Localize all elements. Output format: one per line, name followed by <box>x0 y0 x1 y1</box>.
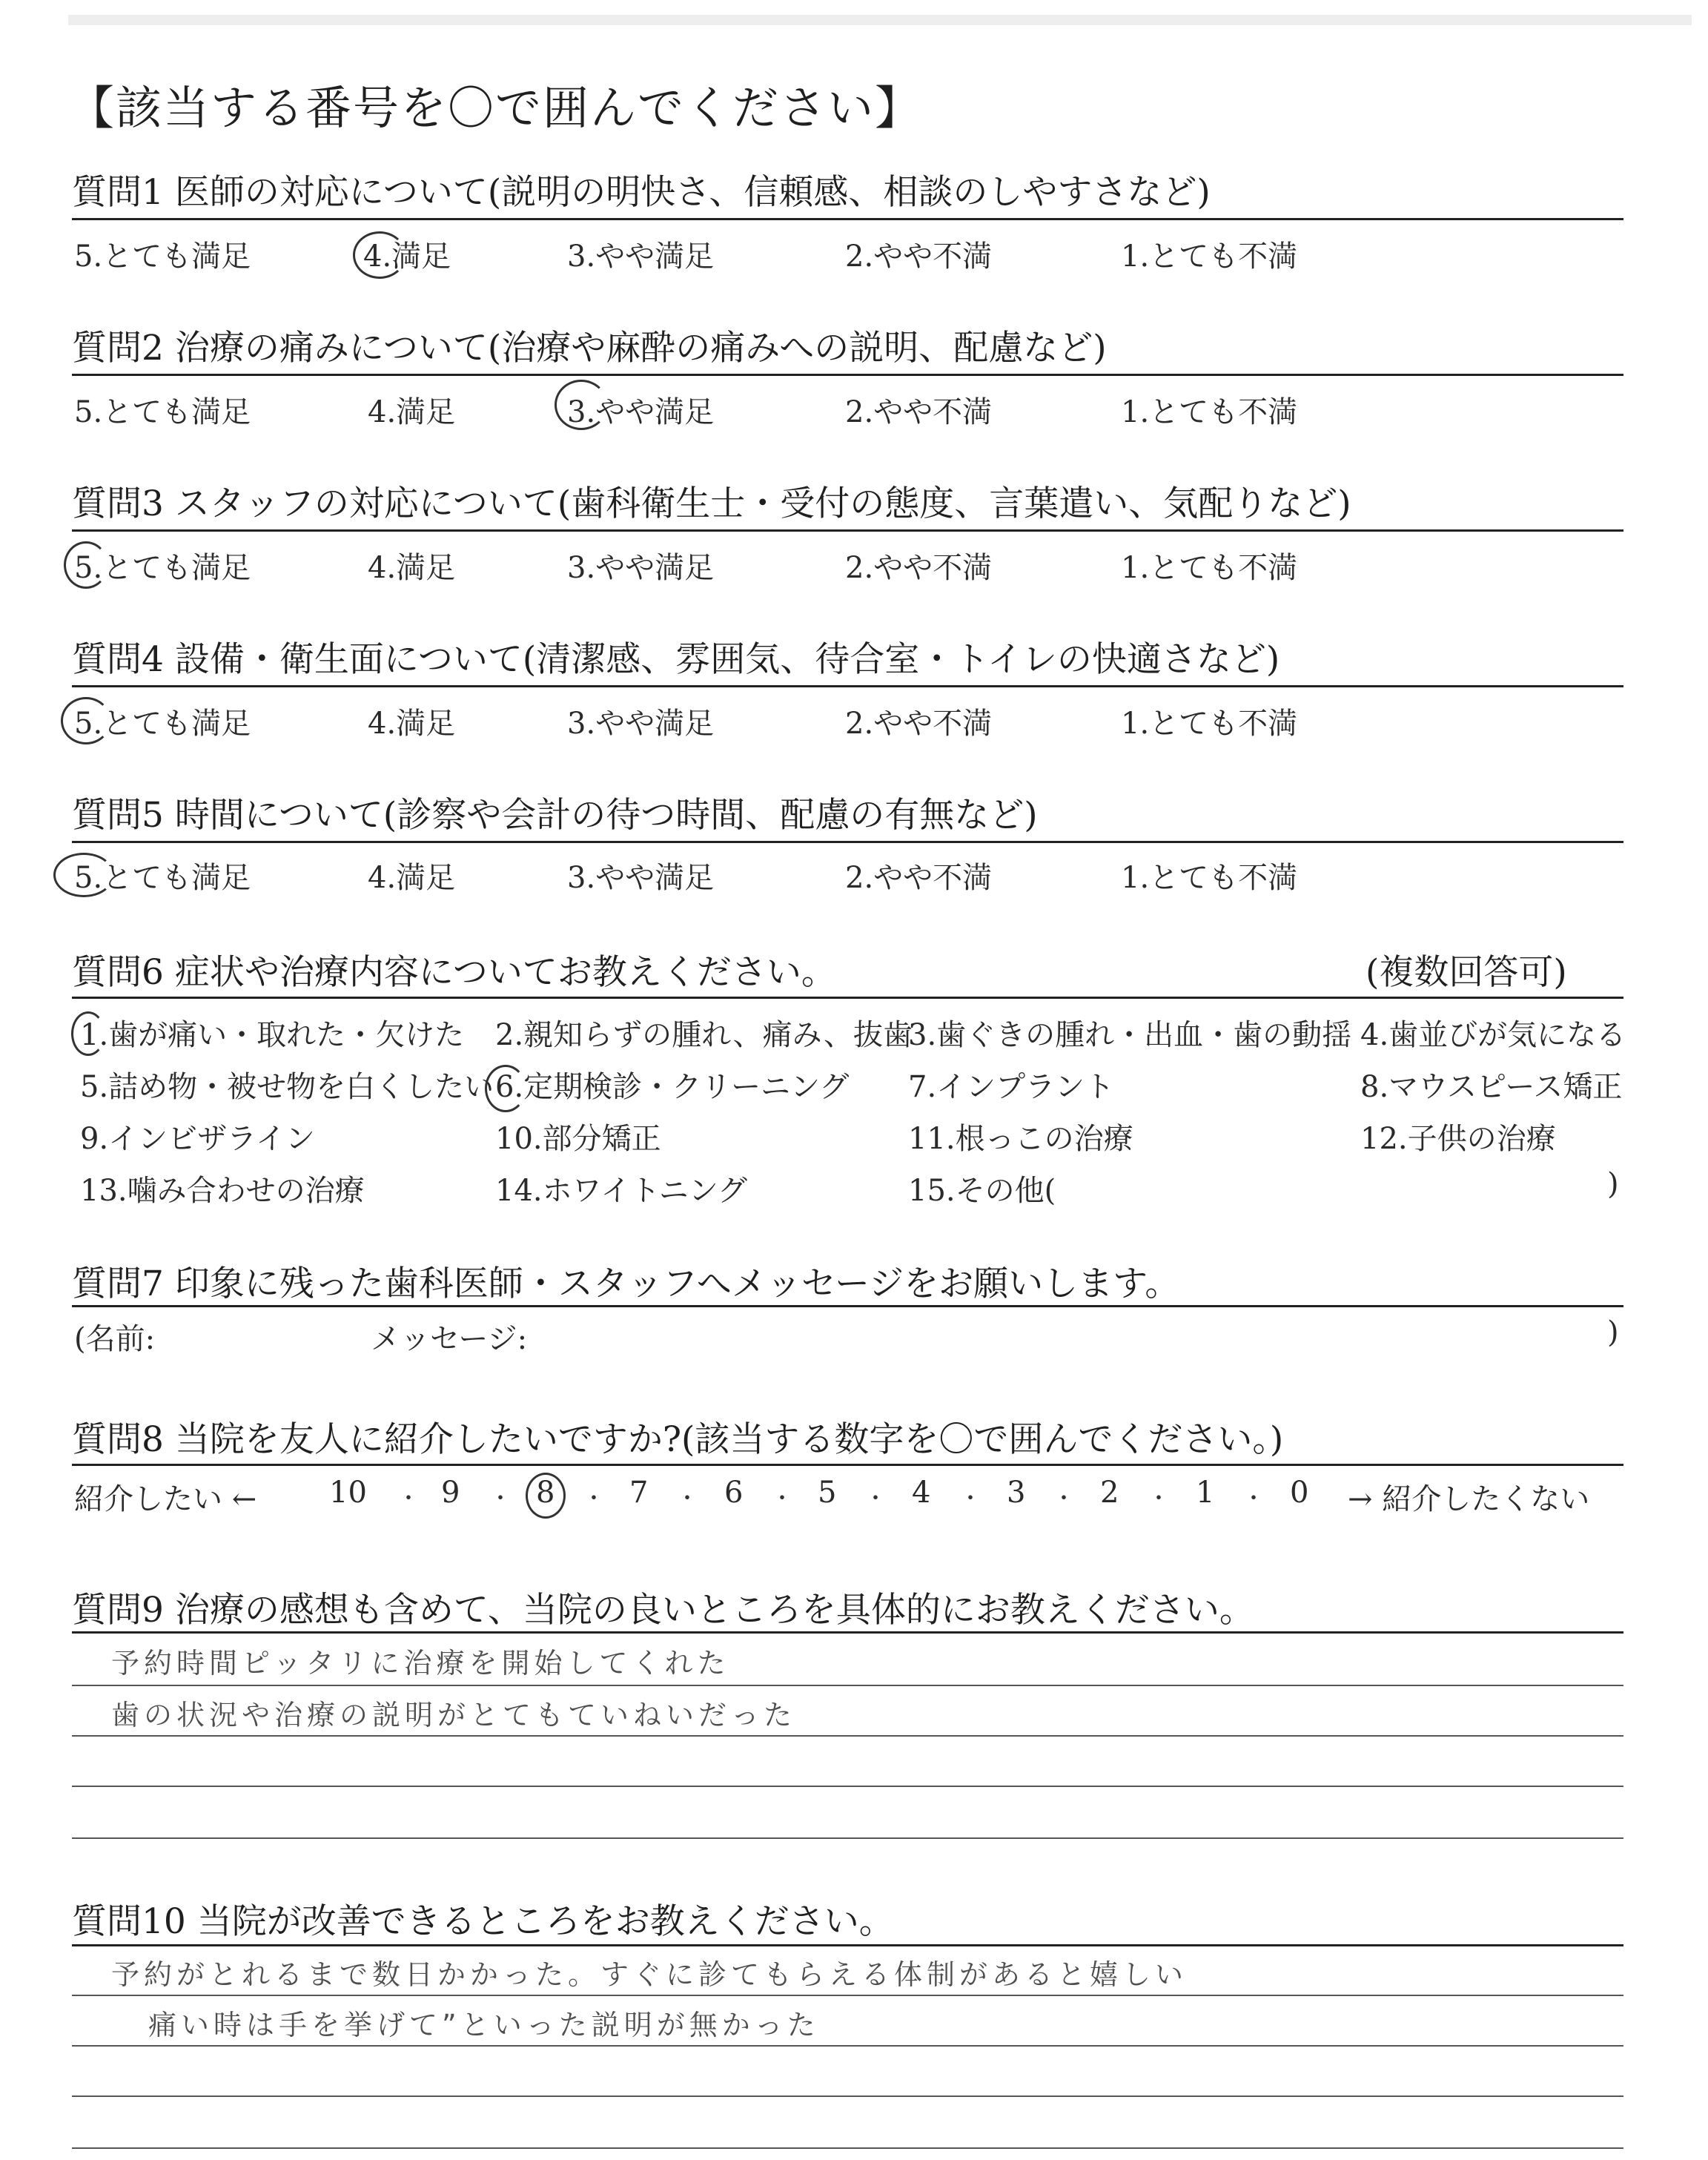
q8-dot: ・ <box>1053 1486 1075 1512</box>
q8-dot: ・ <box>489 1486 512 1512</box>
q2-selection-circle <box>555 380 608 430</box>
q3-option-4[interactable]: 4.満足 <box>368 551 456 585</box>
q8-dot: ・ <box>1148 1486 1170 1512</box>
q6-option-11[interactable]: 11.根っこの治療 <box>908 1122 1133 1156</box>
q8-dot: ・ <box>959 1486 982 1512</box>
q10-answer-line <box>72 2095 1623 2097</box>
question-6-rule <box>72 997 1623 999</box>
q3-option-1[interactable]: 1.とても不満 <box>1121 551 1298 585</box>
q6-option-8[interactable]: 8.マウスピース矯正 <box>1360 1070 1623 1104</box>
q8-dot: ・ <box>864 1486 887 1512</box>
question-10-rule <box>72 1944 1623 1946</box>
q4-option-2[interactable]: 2.やや不満 <box>845 707 993 741</box>
q6-option-4[interactable]: 4.歯並びが気になる <box>1360 1018 1626 1052</box>
q6-option-13[interactable]: 13.噛み合わせの治療 <box>80 1174 365 1208</box>
q6-option-7[interactable]: 7.インプラント <box>908 1070 1115 1104</box>
q5-option-4[interactable]: 4.満足 <box>368 861 456 895</box>
question-5-rule <box>72 841 1623 843</box>
q1-option-3[interactable]: 3.やや満足 <box>567 240 715 274</box>
question-9-rule <box>72 1631 1623 1634</box>
q8-selection-circle <box>526 1473 566 1519</box>
q4-option-4[interactable]: 4.満足 <box>368 707 456 741</box>
q7-close-paren: ) <box>1607 1315 1619 1350</box>
q6-option-5[interactable]: 5.詰め物・被せ物を白くしたい <box>80 1070 494 1104</box>
q10-answer-line <box>72 2045 1623 2047</box>
q6-option-9[interactable]: 9.インビザライン <box>80 1122 315 1156</box>
q8-dot: ・ <box>1242 1486 1265 1512</box>
q6-other-close-paren: ) <box>1607 1167 1619 1201</box>
q3-option-3[interactable]: 3.やや満足 <box>567 551 715 585</box>
q8-option-10[interactable]: 10 <box>329 1476 367 1510</box>
q8-option-7[interactable]: 7 <box>629 1476 649 1510</box>
q1-option-4[interactable]: 4.満足 <box>363 240 451 274</box>
question-1-title: 質問1 医師の対応について(説明の明快さ、信頼感、相談のしやすさなど) <box>72 172 1211 213</box>
q2-option-3[interactable]: 3.やや満足 <box>567 395 715 429</box>
q2-option-2[interactable]: 2.やや不満 <box>845 395 993 429</box>
q10-answer-line <box>72 2147 1623 2149</box>
q6-option-6[interactable]: 6.定期検診・クリーニング <box>495 1070 850 1104</box>
q10-answer-line <box>72 1995 1623 1996</box>
question-7-title: 質問7 印象に残った歯科医師・スタッフへメッセージをお願いします。 <box>72 1264 1180 1304</box>
q5-selection-circle <box>53 853 114 897</box>
question-8-title: 質問8 当院を友人に紹介したいですか?(該当する数字を〇で囲んでください。) <box>72 1419 1284 1460</box>
q8-option-1[interactable]: 1 <box>1196 1476 1215 1510</box>
q8-option-8[interactable]: 8 <box>536 1476 555 1510</box>
q8-option-6[interactable]: 6 <box>724 1476 744 1510</box>
question-3-rule <box>72 529 1623 532</box>
q5-option-3[interactable]: 3.やや満足 <box>567 861 715 895</box>
question-8-rule <box>72 1464 1623 1466</box>
q8-option-4[interactable]: 4 <box>912 1476 931 1510</box>
q8-option-2[interactable]: 2 <box>1100 1476 1119 1510</box>
q8-option-3[interactable]: 3 <box>1007 1476 1026 1510</box>
q4-option-3[interactable]: 3.やや満足 <box>567 707 715 741</box>
question-4-rule <box>72 685 1623 687</box>
q8-option-9[interactable]: 9 <box>441 1476 460 1510</box>
q5-option-1[interactable]: 1.とても不満 <box>1121 861 1298 895</box>
q8-dot: ・ <box>676 1486 698 1512</box>
q2-option-1[interactable]: 1.とても不満 <box>1121 395 1298 429</box>
q9-handwritten-answer-1: 予約時間ピッタリに治療を開始してくれた <box>111 1647 730 1680</box>
page-heading: 【該当する番号を〇で囲んでください】 <box>68 81 923 135</box>
q6-option-12[interactable]: 12.子供の治療 <box>1360 1122 1556 1156</box>
question-2-rule <box>72 374 1623 376</box>
q9-answer-line <box>72 1685 1623 1686</box>
q1-option-1[interactable]: 1.とても不満 <box>1121 240 1298 274</box>
q6-option-2[interactable]: 2.親知らずの腫れ、痛み、抜歯 <box>495 1018 913 1052</box>
q10-handwritten-answer-2: 痛い時は手を挙げて”といった説明が無かった <box>148 2009 820 2041</box>
question-6-title: 質問6 症状や治療内容についてお教えください。 <box>72 952 836 993</box>
q8-dot: ・ <box>771 1486 793 1512</box>
q6-option-1[interactable]: 1.歯が痛い・取れた・欠けた <box>80 1018 465 1052</box>
q2-option-4[interactable]: 4.満足 <box>368 395 456 429</box>
q1-option-2[interactable]: 2.やや不満 <box>845 240 993 274</box>
q8-left-label: 紹介したい ← <box>74 1482 257 1516</box>
question-10-title: 質問10 当院が改善できるところをお教えください。 <box>72 1901 894 1942</box>
question-3-title: 質問3 スタッフの対応について(歯科衛生士・受付の態度、言葉遣い、気配りなど) <box>72 483 1351 524</box>
q4-option-5[interactable]: 5.とても満足 <box>74 707 251 741</box>
q7-message-label: メッセージ: <box>371 1322 528 1356</box>
q4-selection-circle <box>61 697 111 744</box>
q6-option-3[interactable]: 3.歯ぐきの腫れ・出血・歯の動揺 <box>908 1018 1352 1052</box>
q8-dot: ・ <box>397 1486 420 1512</box>
q9-answer-line <box>72 1837 1623 1839</box>
q1-selection-circle <box>353 231 406 279</box>
scan-top-border <box>68 15 1692 25</box>
question-4-title: 質問4 設備・衛生面について(清潔感、雰囲気、待合室・トイレの快適さなど) <box>72 639 1280 680</box>
q1-option-5[interactable]: 5.とても満足 <box>74 240 251 274</box>
q8-dot: ・ <box>583 1486 605 1512</box>
q10-handwritten-answer-1: 予約がとれるまで数日かかった。すぐに診てもらえる体制があると嬉しい <box>111 1958 1188 1991</box>
question-9-title: 質問9 治療の感想も含めて、当院の良いところを具体的にお教えください。 <box>72 1590 1254 1631</box>
q5-option-2[interactable]: 2.やや不満 <box>845 861 993 895</box>
q2-option-5[interactable]: 5.とても満足 <box>74 395 251 429</box>
q4-option-1[interactable]: 1.とても不満 <box>1121 707 1298 741</box>
q7-name-label: (名前: <box>74 1322 156 1356</box>
q8-option-5[interactable]: 5 <box>818 1476 837 1510</box>
q9-answer-line <box>72 1735 1623 1737</box>
q6-selection-circle-6 <box>485 1065 526 1112</box>
q3-option-5[interactable]: 5.とても満足 <box>74 551 251 585</box>
q6-option-14[interactable]: 14.ホワイトニング <box>495 1174 748 1208</box>
q8-option-0[interactable]: 0 <box>1290 1476 1309 1510</box>
q6-option-15[interactable]: 15.その他( <box>908 1174 1056 1208</box>
question-5-title: 質問5 時間について(診察や会計の待つ時間、配慮の有無など) <box>72 795 1038 836</box>
question-7-rule <box>72 1305 1623 1307</box>
q6-selection-circle-1 <box>71 1011 105 1056</box>
question-1-rule <box>72 218 1623 220</box>
question-2-title: 質問2 治療の痛みについて(治療や麻酔の痛みへの説明、配慮など) <box>72 328 1107 369</box>
q9-handwritten-answer-2: 歯の状況や治療の説明がとてもていねいだった <box>111 1699 797 1731</box>
q9-answer-line <box>72 1786 1623 1787</box>
q5-option-5[interactable]: 5.とても満足 <box>74 861 251 895</box>
q3-selection-circle <box>64 541 108 589</box>
q3-option-2[interactable]: 2.やや不満 <box>845 551 993 585</box>
q6-option-10[interactable]: 10.部分矯正 <box>495 1122 661 1156</box>
question-6-note: (複数回答可) <box>1366 952 1567 993</box>
q8-right-label: → 紹介したくない <box>1348 1482 1590 1516</box>
